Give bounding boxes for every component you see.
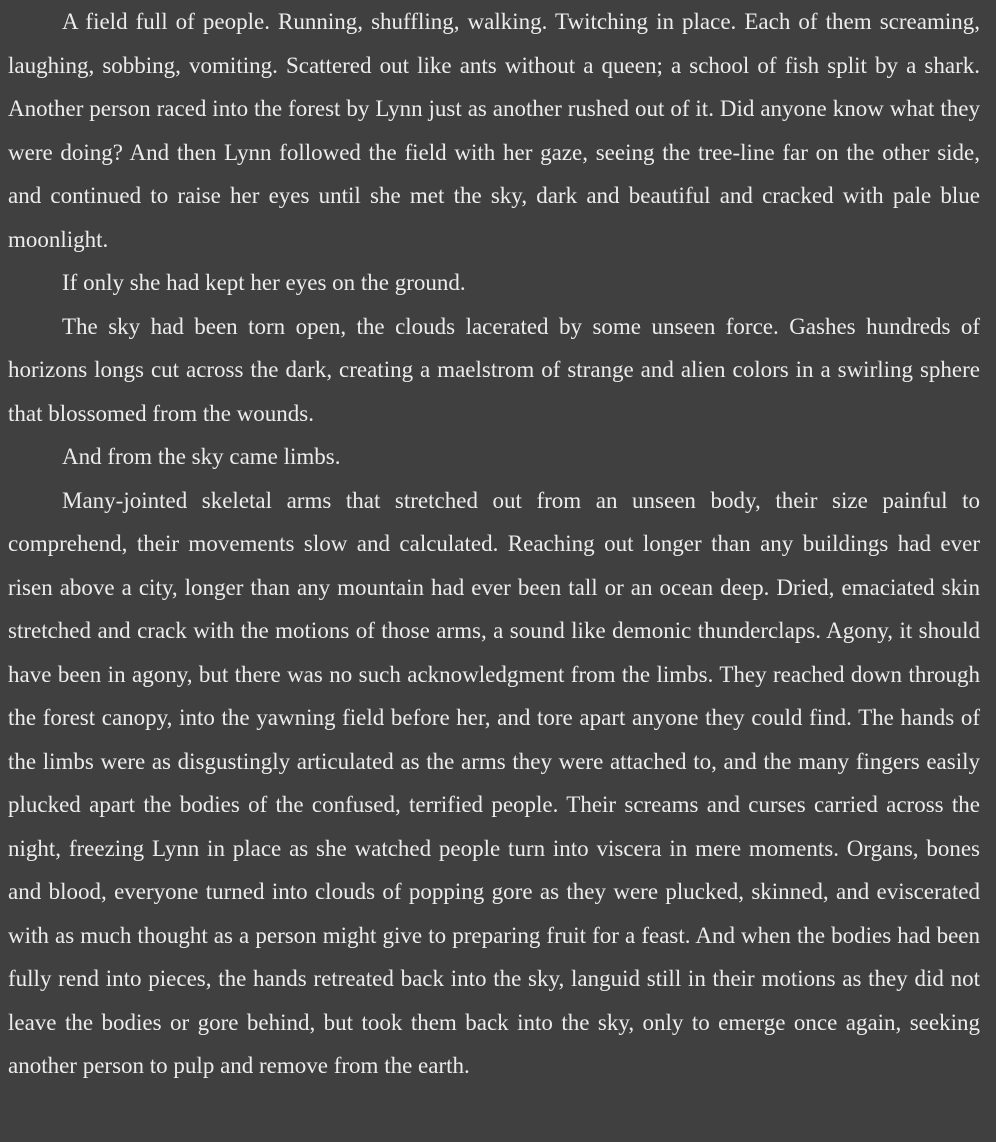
paragraph-5: Many-jointed skeletal arms that stretched out from an unseen body, their size painful to comprehend, their movements slow and calculated. Reaching out longer than any buildings had ever risen above a city, longer than any mountain had ever been tall or an ocean deep. Dried, emaciated skin stretched and crack with the motions of those arms, a sound like demonic thunderclaps. Agony, it should have been in agony, but there was no such acknowledgment from the limbs. They reached down through the forest canopy, into the yawning field before her, and tore apart anyone they could find. The hands of the limbs were as disgustingly articulated as the arms they were attached to, and the many fingers easily plucked apart the bodies of the confused, terrified people. Their screams and curses carried across the night, freezing Lynn in place as she watched people turn into viscera in mere moments. Organs, bones and blood, everyone turned into clouds of popping gore as they were plucked, skinned, and eviscerated with as much thought as a person might give to preparing fruit for a feast. And when the bodies had been fully rend into pieces, the hands retreated back into the sky, languid still in their motions as they did not leave the bodies or gore behind, but took them back into the sky, only to emerge once again, seeking another person to pulp and remove from the earth. [8,487,980,1078]
paragraph-4: And from the sky came limbs. [62,444,341,469]
paragraph-2: If only she had kept her eyes on the ground. [62,270,466,295]
paragraph-3: The sky had been torn open, the clouds lacerated by some unseen force. Gashes hundreds of horizons longs cut across the dark, creating a maelstrom of strange and alien colors in a swirling sphere that blossomed from the wounds. [8,313,980,426]
paragraph-1: A field full of people. Running, shuffling, walking. Twitching in place. Each of them screaming, laughing, sobbing, vomiting. Scattered out like ants without a queen; a school of fish split by a shark. Another person raced into the forest by Lynn just as another rushed out of it. Did anyone know what they were doing? And then Lynn followed the field with her gaze, seeing the tree-line far on the other side, and continued to raise her eyes until she met the sky, dark and beautiful and cracked with pale blue moonlight. [8,9,980,252]
